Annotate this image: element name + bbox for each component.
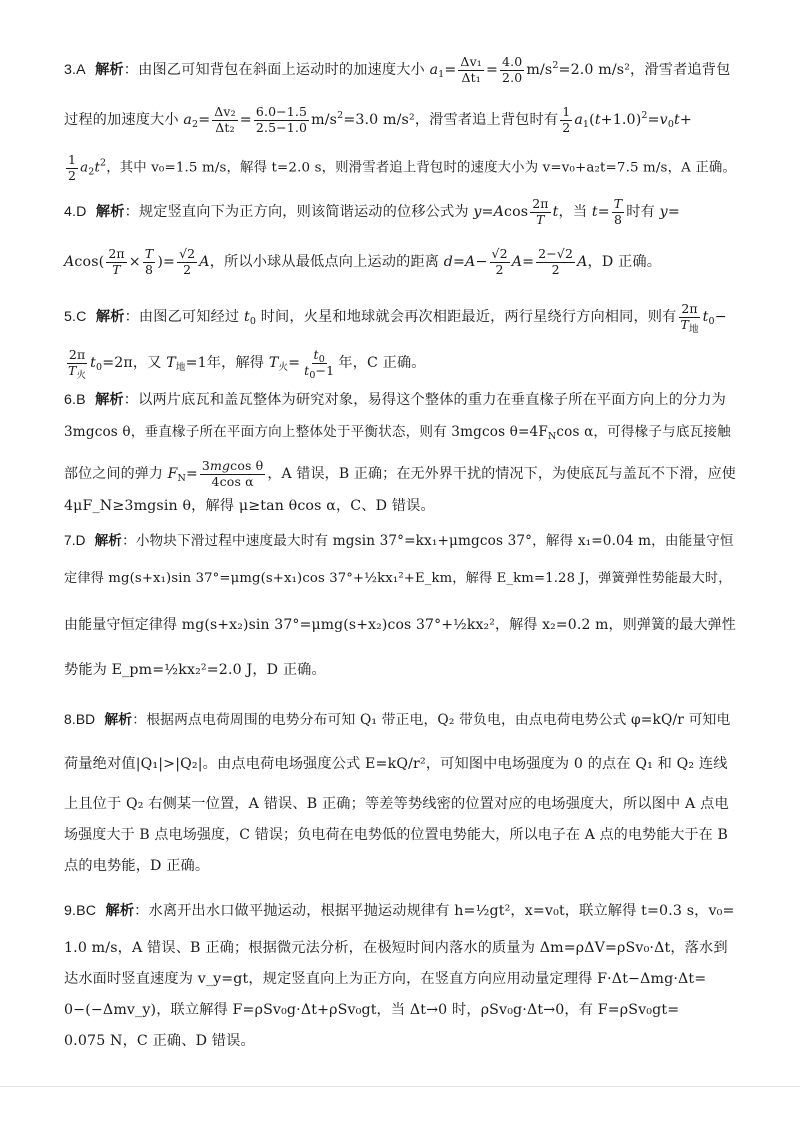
- text: 荷量绝对值|Q₁|>|Q₂|。由点电荷电场强度公式 E=kQ/r²，可知图中电场强度为 0 的点在 Q₁ 和 Q₂ 连线: [64, 756, 728, 772]
- analysis-label: 解析: [94, 533, 123, 548]
- text: 由图乙可知背包在斜面上运动时的加速度大小: [138, 62, 425, 78]
- analysis-label: 解析: [95, 204, 125, 220]
- line: 6.B 解析：以两片底瓦和盖瓦整体为研究对象，易得这个整体的重力在垂直椽子所在平面方向上的分力为: [64, 392, 726, 408]
- fraction: $\frac{\text{Δv₂}}{\text{Δt₂}}$: [214, 104, 236, 135]
- text: 小物块下滑过程中速度最大时有 mgsin 37°=kx₁+μmgcos 37°，解得 x₁=0.04 m，由能量守恒: [135, 533, 734, 549]
- line: [64, 1030, 255, 1052]
- text: 时间，火星和地球就会再次相距最近，两行星绕行方向相同，则有: [260, 309, 677, 325]
- text: ，当: [558, 204, 588, 220]
- text: 0−(−Δmv_y)，联立解得 F=ρSv₀g·Δt+ρSv₀gt，当 Δt→0 时，ρSv₀g·Δt→0，有 F=ρSv₀gt=: [64, 1002, 680, 1018]
- line: [64, 793, 729, 815]
- analysis-label: 解析: [104, 712, 133, 727]
- fraction: $\frac{4.0}{2.0}$: [502, 54, 523, 85]
- line: [64, 855, 209, 877]
- fraction: $\frac{t_0}{t_0-1}$: [304, 347, 335, 381]
- line: [64, 495, 435, 517]
- fraction: $\frac{T}{8}$: [144, 246, 154, 277]
- fraction: $\frac{1}{2}$: [68, 152, 77, 183]
- line: [64, 824, 728, 846]
- text: 点的电势能，D 正确。: [64, 858, 210, 874]
- text: 部位之间的弹力: [64, 466, 164, 482]
- text: 以两片底瓦和盖瓦整体为研究对象，易得这个整体的重力在垂直椽子所在平面方向上的分力为: [138, 392, 726, 408]
- line: 4.D 解析：规定竖直向下为正方向，则该简谐运动的位移公式为 y=Acos $\frac{2\pi}{T}$ t，当 t= $\frac{T}{8}$ 时有 y=: [64, 196, 680, 227]
- text: 根据两点电荷周围的电势分布可知 Q₁ 带正电，Q₂ 带负电，由点电荷电势公式 φ=kQ/r 可知电: [146, 712, 731, 728]
- fraction: $\frac{6.0-1.5}{2.5-1.0}$: [255, 104, 308, 135]
- line: 9.BC 解析：水离开出水口做平抛运动，根据平抛运动规律有 h=½gt²，x=v₀t，联立解得 t=0.3 s，v₀=: [64, 903, 735, 919]
- text: =1年，解得: [185, 355, 265, 371]
- question-number: 8.: [64, 712, 76, 727]
- text: 过程的加速度大小: [64, 112, 179, 128]
- line: 8.BD 解析：根据两点电荷周围的电势分布可知 Q₁ 带正电，Q₂ 带负电，由点电荷电势公式 φ=kQ/r 可知电: [64, 712, 731, 728]
- answer-choice: B: [76, 392, 86, 408]
- line: $\frac{1}{2}$ $a_2t^2$，其中 v₀=1.5 m/s，解得 t=2.0 s，则滑雪者追上背包时的速度大小为 v=v₀+a₂t=7.5 m/s，A 正确。: [68, 152, 736, 183]
- line: [64, 659, 326, 681]
- line: [64, 937, 728, 959]
- text: 年，C 正确。: [338, 355, 426, 371]
- line: 过程的加速度大小 $a_2=$ $\frac{\text{Δv₂}}{\text{Δt₂}}$ = $\frac{6.0-1.5}{2.5-1.0}$ $m/s^2=3.0$ m/s²，滑雪者追上背包时有 $\frac{1}{2}$ $a_1(t+1.0)^2=v_0t+$: [64, 104, 692, 135]
- fraction: $\frac{2\pi}{T_火}$: [68, 347, 87, 381]
- line: [64, 999, 679, 1021]
- text: ，其中 v₀=1.5 m/s，解得 t=2.0 s，则滑雪者追上背包时的速度大小为 v=v₀+a₂t=7.5 m/s，A 正确。: [106, 160, 736, 176]
- text: ，D 正确。: [587, 254, 662, 270]
- line: [64, 614, 736, 636]
- text: 规定竖直向下为正方向，则该简谐运动的位移公式为: [138, 204, 469, 220]
- text: 势能为 E_pm=½kx₂²=2.0 J，D 正确。: [64, 662, 326, 678]
- text: 3mgcos θ，垂直椽子所在平面方向上整体处于平衡状态，则有 3mgcos θ=4F: [64, 424, 548, 440]
- line: [64, 753, 728, 775]
- text: 达水面时竖直速度为 v_y=gt，规定竖直向上为正方向，在竖直方向应用动量定理得 F·Δt−Δmg·Δt=: [64, 971, 707, 987]
- text: 上且位于 Q₂ 右侧某一位置，A 错误、B 正确；等差等势线密的位置对应的电场强度大，所以图中 A 点电: [64, 796, 729, 812]
- answer-choice: BD: [75, 712, 96, 727]
- fraction: $\frac{√2}{2}$: [179, 246, 196, 277]
- text: 水离开出水口做平抛运动，根据平抛运动规律有 h=½gt²，x=v₀t，联立解得 t=0.3 s，v₀=: [148, 903, 735, 919]
- text: 0.075 N，C 正确、D 错误。: [64, 1033, 255, 1049]
- text: ，所以小球从最低点向上运动的距离: [209, 254, 440, 270]
- text: 场强度大于 B 点电场强度，C 错误；负电荷在电势低的位置电势能大，所以电子在 A 点的电势能大于在 B: [64, 827, 728, 843]
- question-number: 7.: [64, 533, 76, 548]
- fraction: $\frac{\text{3mgcos θ}}{\text{4cos α}}$: [201, 458, 264, 489]
- fraction: $\frac{\text{Δv₁}}{\text{Δt₁}}$: [460, 54, 482, 85]
- question-number: 4.: [64, 204, 77, 220]
- line: $\frac{2\pi}{T_火}$ $t_0=2\pi$，又 $T_地=1$年，解得 $T_火=$ $\frac{t_0}{t_0-1}$ 年，C 正确。: [68, 347, 426, 381]
- text: 由能量守恒定律得 mg(s+x₂)sin 37°=μmg(s+x₂)cos 37°+½kx₂²，解得 x₂=0.2 m，则弹簧的最大弹性: [64, 617, 736, 633]
- text: 4μF_N≥3mgsin θ，解得 μ≥tan θcos α，C、D 错误。: [64, 498, 435, 514]
- line: 部位之间的弹力 $F_N=$ $\frac{\text{3mgcos θ}}{\text{4cos α}}$ ，A 错误，B 正确；在无外界干扰的情况下，为使底瓦与盖瓦不下滑，应使: [64, 458, 736, 489]
- analysis-label: 解析: [95, 392, 124, 408]
- question-number: 5.: [64, 309, 77, 325]
- text: =2.0 m/s²，滑雪者追背包: [558, 62, 731, 78]
- line: [64, 568, 732, 590]
- answer-choice: BC: [76, 903, 97, 919]
- text: 定律得 mg(s+x₁)sin 37°=μmg(s+x₁)cos 37°+½kx₁²+E_km，解得 E_km=1.28 J，弹簧弹性势能最大时，: [64, 571, 732, 586]
- analysis-label: 解析: [95, 309, 125, 325]
- line: Acos( $\frac{2\pi}{T}$ × $\frac{T}{8}$ )= $\frac{√2}{2}$ A，所以小球从最低点向上运动的距离 d=A− $\frac{√2}{2}$ A= $\frac{2-√2}{2}$ A，D 正确。: [64, 246, 662, 277]
- text: ，又: [132, 355, 162, 371]
- text: 1.0 m/s，A 错误、B 正确；根据微元法分析，在极短时间内落水的质量为 Δm=ρΔV=ρSv₀·Δt，落水到: [64, 940, 728, 956]
- fraction: $\frac{2\pi}{T}$: [108, 246, 125, 277]
- fraction: $\frac{2-√2}{2}$: [538, 246, 574, 277]
- text: ，A 错误，B 正确；在无外界干扰的情况下，为使底瓦与盖瓦不下滑，应使: [267, 466, 736, 482]
- answer-choice: A: [76, 62, 86, 78]
- fraction: $\frac{2\pi}{T_地}$: [680, 301, 699, 335]
- answer-choice: C: [76, 309, 87, 325]
- text: =3.0 m/s²，滑雪者追上背包时有: [343, 112, 559, 128]
- line: 7.D 解析：小物块下滑过程中速度最大时有 mgsin 37°=kx₁+μmgcos 37°，解得 x₁=0.04 m，由能量守恒: [64, 533, 734, 549]
- analysis-label: 解析: [105, 903, 135, 919]
- text: cos α，可得椽子与底瓦接触: [556, 424, 731, 440]
- answer-choice: D: [76, 204, 87, 220]
- fraction: $\frac{T}{8}$: [613, 196, 623, 227]
- line: 5.C 解析：由图乙可知经过 $t_0$ 时间，火星和地球就会再次相距最近，两行星绕行方向相同，则有 $\frac{2\pi}{T_地}$ $t_0-$: [64, 301, 727, 335]
- line: [64, 968, 706, 990]
- line: 3mgcos θ，垂直椽子所在平面方向上整体处于平衡状态，则有 3mgcos $\theta=4F_N\cos$ α，可得椽子与底瓦接触: [64, 424, 731, 442]
- question-number: 3.: [64, 62, 77, 78]
- line: 3.A 解析：由图乙可知背包在斜面上运动时的加速度大小 $a_1=$ $\frac{\text{Δv₁}}{\text{Δt₁}}$ = $\frac{4.0}{2.0}$ $m/s^2=2.0$ m/s²，滑雪者追背包: [64, 54, 731, 85]
- analysis-label: 解析: [95, 62, 124, 78]
- text: 时有: [626, 204, 655, 220]
- question-number: 6.: [64, 392, 77, 408]
- text: 由图乙可知经过: [138, 309, 240, 325]
- fraction: $\frac{2\pi}{T}$: [532, 196, 549, 227]
- answer-choice: D: [75, 533, 86, 548]
- fraction: $\frac{1}{2}$: [562, 104, 571, 135]
- fraction: $\frac{√2}{2}$: [491, 246, 508, 277]
- page-bottom-divider: [0, 1086, 800, 1087]
- question-number: 9.: [64, 903, 77, 919]
